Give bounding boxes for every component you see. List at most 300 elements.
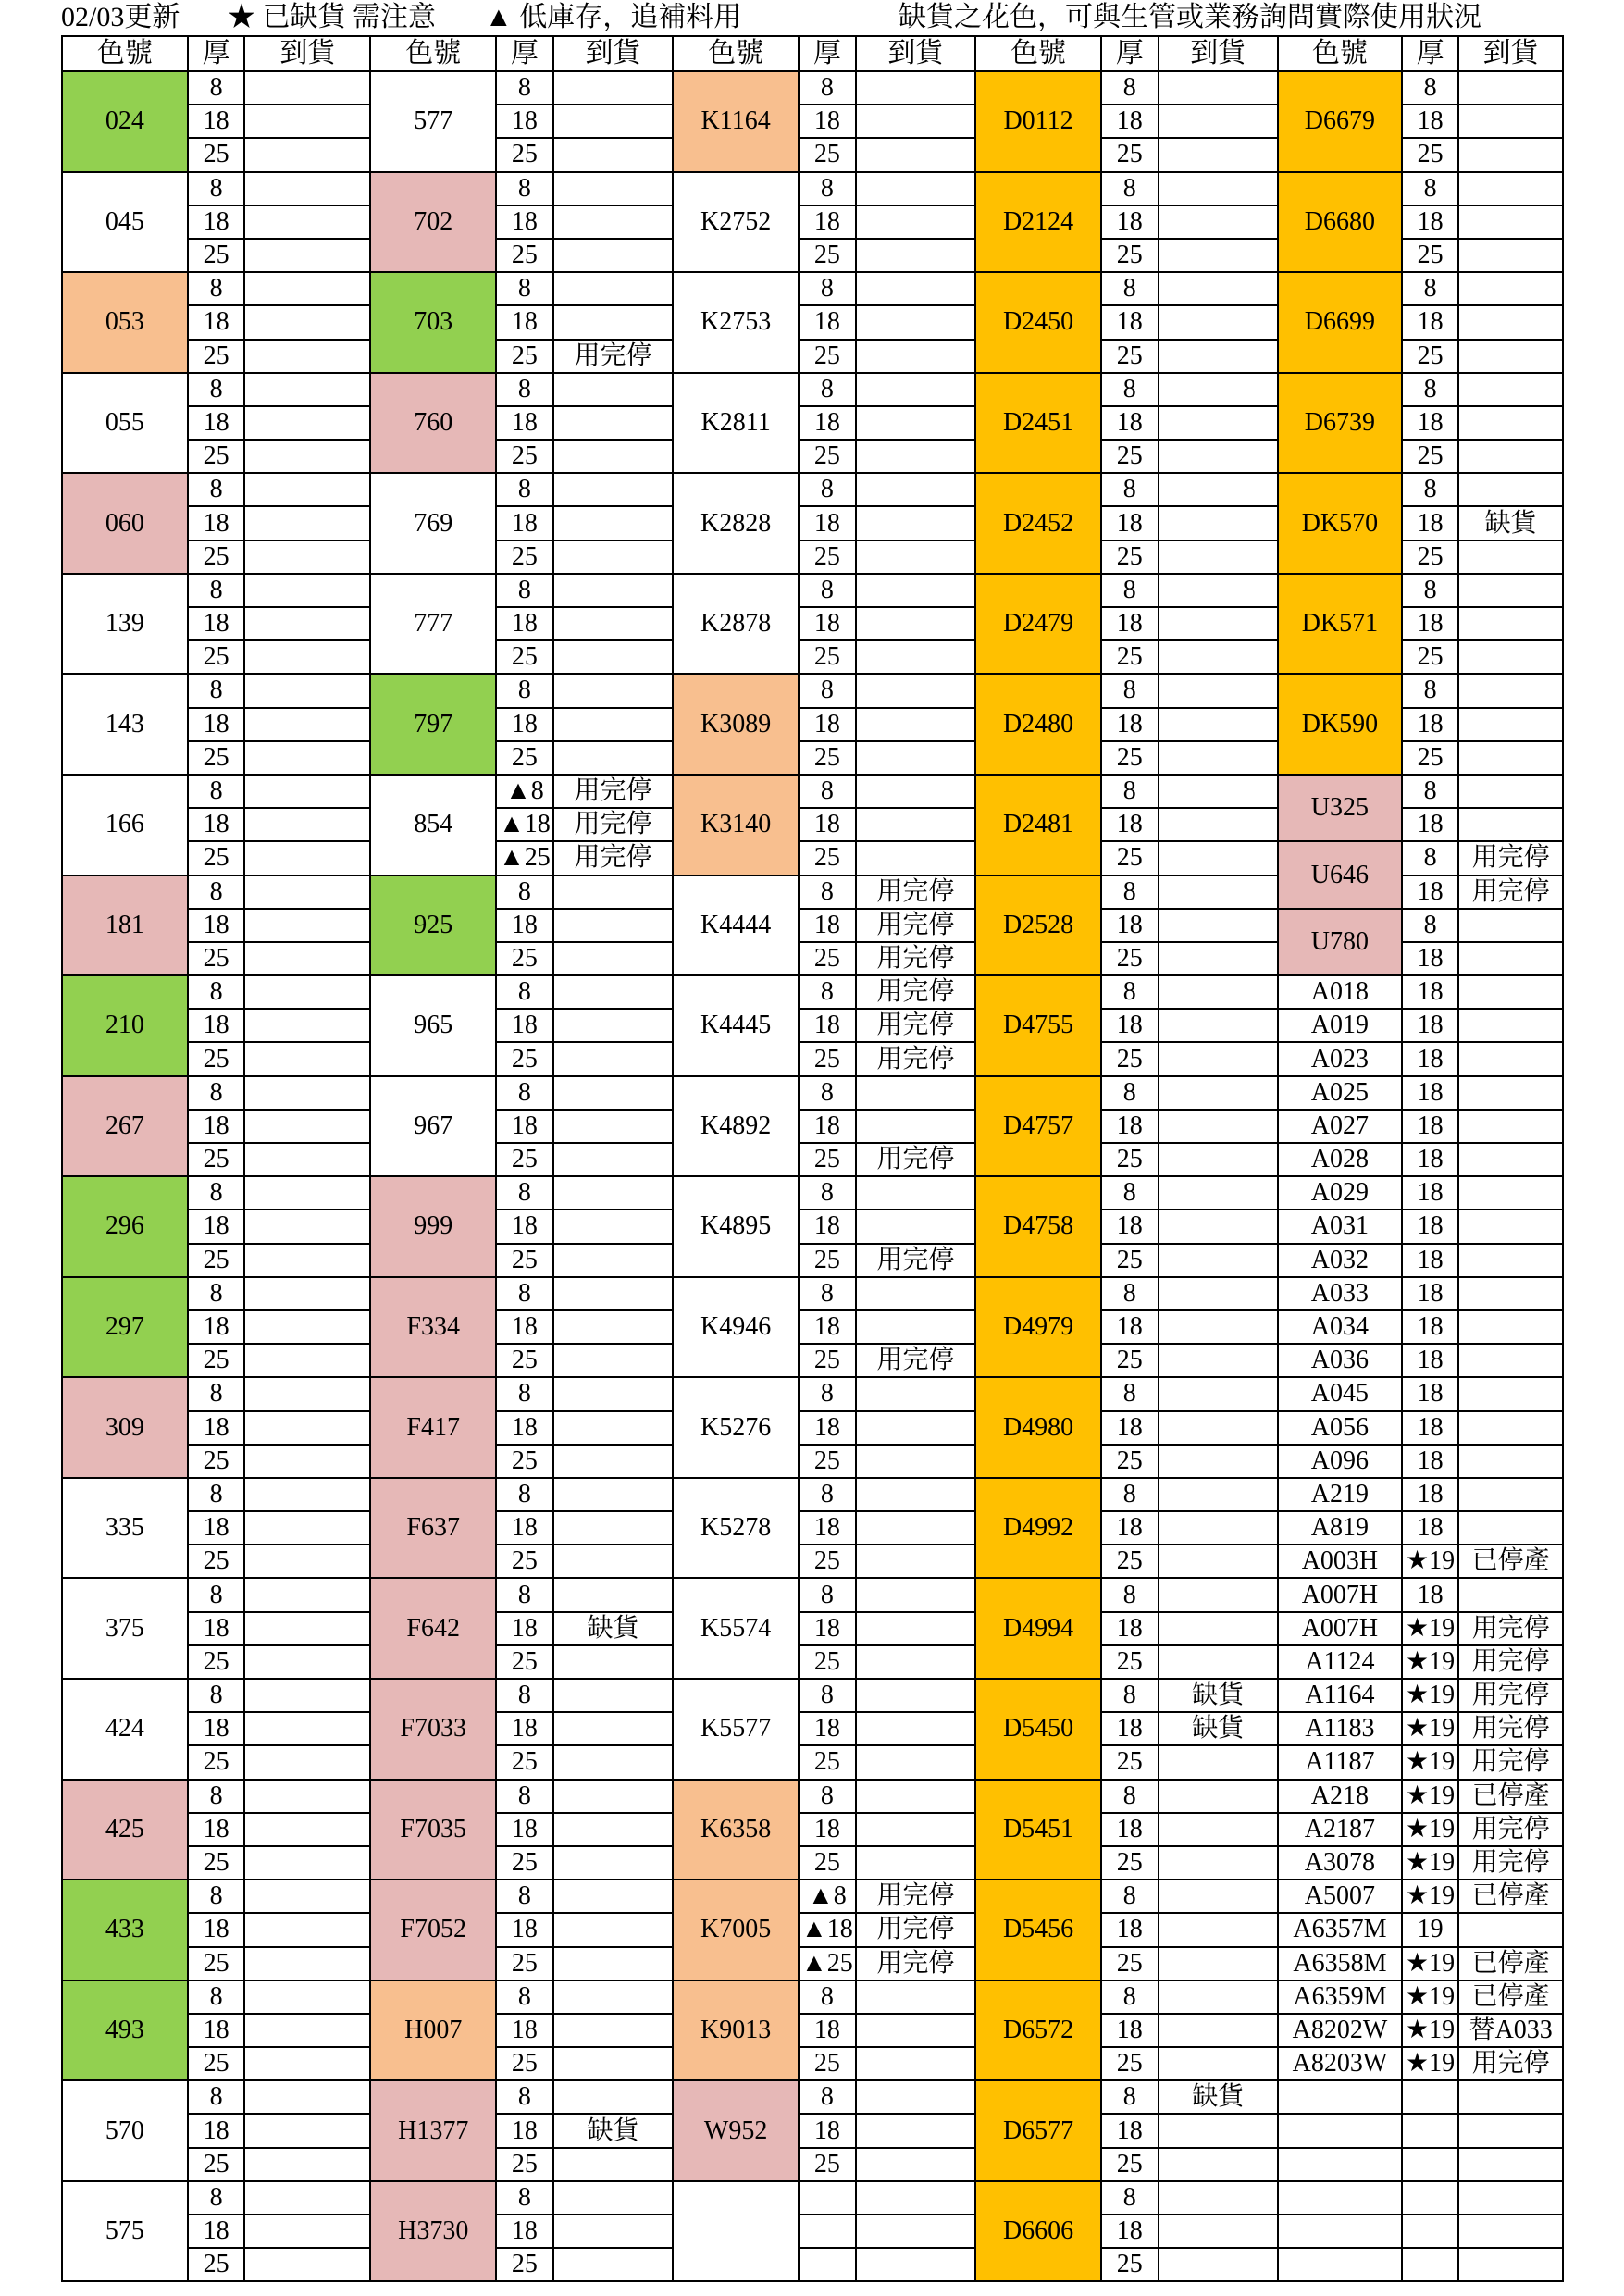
color-code: 424 bbox=[62, 1679, 188, 1780]
thickness: 25 bbox=[1101, 2148, 1159, 2181]
arrival-status bbox=[856, 1377, 976, 1410]
arrival-status bbox=[1159, 1780, 1279, 1813]
color-code: K3089 bbox=[673, 674, 799, 775]
arrival-status bbox=[856, 2047, 976, 2080]
thickness: 25 bbox=[799, 540, 856, 574]
color-code: A019 bbox=[1278, 1009, 1402, 1042]
color-code: A034 bbox=[1278, 1310, 1402, 1344]
arrival-status: 用完停 bbox=[856, 1913, 976, 1946]
thickness: 18 bbox=[496, 205, 553, 239]
thickness: 25 bbox=[1101, 640, 1159, 674]
arrival-status bbox=[553, 1745, 674, 1779]
arrival-status bbox=[553, 172, 674, 205]
thickness: 25 bbox=[496, 2148, 553, 2181]
table-row bbox=[62, 1478, 1563, 1511]
color-code: D6699 bbox=[1278, 272, 1402, 373]
thickness: 8 bbox=[799, 473, 856, 506]
arrival-status bbox=[856, 1612, 976, 1645]
thickness bbox=[799, 2248, 856, 2281]
thickness: 18 bbox=[188, 1310, 245, 1344]
thickness: 8 bbox=[188, 71, 245, 105]
thickness: 18 bbox=[1402, 1244, 1459, 1277]
arrival-status bbox=[1159, 2181, 1279, 2215]
thickness: 25 bbox=[799, 1143, 856, 1176]
arrival-status bbox=[856, 1445, 976, 1478]
color-code: D4757 bbox=[975, 1076, 1101, 1177]
color-code bbox=[1278, 2148, 1402, 2181]
thickness: 8 bbox=[1402, 674, 1459, 707]
thickness: 25 bbox=[1101, 841, 1159, 875]
thickness: 18 bbox=[188, 2014, 245, 2047]
arrival-status bbox=[553, 1511, 674, 1545]
arrival-status bbox=[1159, 875, 1279, 909]
arrival-status bbox=[244, 305, 370, 339]
color-code: F642 bbox=[370, 1578, 496, 1679]
thickness: 8 bbox=[496, 674, 553, 707]
thickness: ▲8 bbox=[799, 1880, 856, 1913]
thickness: 25 bbox=[496, 340, 553, 373]
arrival-status bbox=[553, 373, 674, 406]
arrival-status bbox=[1159, 1310, 1279, 1344]
arrival-status bbox=[1458, 2148, 1563, 2181]
arrival-status bbox=[553, 1780, 674, 1813]
arrival-status: 用完停 bbox=[1458, 1745, 1563, 1779]
thickness: 18 bbox=[496, 1913, 553, 1946]
arrival-status bbox=[856, 172, 976, 205]
column-header: 色號 bbox=[62, 36, 188, 71]
arrival-status: 缺貨 bbox=[1159, 1679, 1279, 1712]
thickness: 25 bbox=[799, 1344, 856, 1377]
thickness: 18 bbox=[188, 1411, 245, 1445]
thickness bbox=[1402, 2215, 1459, 2248]
arrival-status: 用完停 bbox=[1458, 1645, 1563, 1679]
arrival-status bbox=[1159, 942, 1279, 975]
arrival-status bbox=[553, 2080, 674, 2114]
thickness: 25 bbox=[799, 2148, 856, 2181]
table-row bbox=[62, 1143, 1563, 1176]
arrival-status bbox=[1159, 1846, 1279, 1880]
arrival-status bbox=[1458, 2181, 1563, 2215]
thickness: ▲25 bbox=[496, 841, 553, 875]
table-row bbox=[62, 1846, 1563, 1880]
thickness: 25 bbox=[1402, 239, 1459, 272]
column-header: 色號 bbox=[370, 36, 496, 71]
color-code: 925 bbox=[370, 875, 496, 976]
arrival-status bbox=[1159, 2114, 1279, 2147]
color-code: K2878 bbox=[673, 574, 799, 675]
color-code: A1187 bbox=[1278, 1745, 1402, 1779]
thickness: 18 bbox=[1402, 305, 1459, 339]
color-code: U325 bbox=[1278, 775, 1402, 841]
column-header: 色號 bbox=[975, 36, 1101, 71]
color-code: A056 bbox=[1278, 1411, 1402, 1445]
color-code: D6680 bbox=[1278, 172, 1402, 273]
arrival-status bbox=[1159, 1478, 1279, 1511]
thickness: 8 bbox=[188, 1277, 245, 1310]
thickness: 25 bbox=[188, 1846, 245, 1880]
color-code: 777 bbox=[370, 574, 496, 675]
thickness: 8 bbox=[1101, 875, 1159, 909]
thickness: 25 bbox=[496, 1947, 553, 1980]
thickness: ★19 bbox=[1402, 2047, 1459, 2080]
thickness: 18 bbox=[496, 406, 553, 440]
thickness: 25 bbox=[1101, 1042, 1159, 1075]
thickness: 25 bbox=[188, 841, 245, 875]
arrival-status bbox=[1159, 1947, 1279, 1980]
color-code: A3078 bbox=[1278, 1846, 1402, 1880]
thickness: 8 bbox=[1402, 841, 1459, 875]
arrival-status bbox=[856, 305, 976, 339]
thickness: 25 bbox=[188, 2047, 245, 2080]
arrival-status bbox=[856, 640, 976, 674]
thickness: 8 bbox=[799, 1176, 856, 1210]
arrival-status bbox=[553, 607, 674, 640]
arrival-status bbox=[244, 1913, 370, 1946]
thickness: 18 bbox=[799, 506, 856, 540]
arrival-status: 用完停 bbox=[553, 808, 674, 841]
arrival-status: 用完停 bbox=[553, 775, 674, 808]
arrival-status bbox=[244, 1679, 370, 1712]
thickness: 8 bbox=[188, 1076, 245, 1110]
color-code: 570 bbox=[62, 2080, 188, 2181]
arrival-status bbox=[1458, 205, 1563, 239]
table-row bbox=[62, 1042, 1563, 1075]
table-row bbox=[62, 1344, 1563, 1377]
color-code: K4444 bbox=[673, 875, 799, 976]
color-code: 297 bbox=[62, 1277, 188, 1378]
arrival-status bbox=[1159, 1244, 1279, 1277]
thickness: 25 bbox=[1402, 741, 1459, 775]
thickness: ★19 bbox=[1402, 1846, 1459, 1880]
arrival-status bbox=[1458, 71, 1563, 105]
thickness: 8 bbox=[496, 1076, 553, 1110]
arrival-status: 已停產 bbox=[1458, 1780, 1563, 1813]
arrival-status bbox=[1159, 239, 1279, 272]
color-code: 577 bbox=[370, 71, 496, 172]
thickness: 25 bbox=[188, 340, 245, 373]
color-code: 210 bbox=[62, 975, 188, 1076]
color-code: 296 bbox=[62, 1176, 188, 1277]
thickness: 18 bbox=[188, 205, 245, 239]
color-code: 797 bbox=[370, 674, 496, 775]
thickness: 18 bbox=[1101, 406, 1159, 440]
arrival-status bbox=[1159, 909, 1279, 942]
thickness: 8 bbox=[1101, 272, 1159, 305]
update-date: 02/03更新 bbox=[61, 2, 180, 32]
arrival-status: 用完停 bbox=[856, 1244, 976, 1277]
thickness: 8 bbox=[188, 975, 245, 1009]
thickness: 18 bbox=[799, 105, 856, 138]
arrival-status: 用完停 bbox=[856, 1042, 976, 1075]
color-code: A018 bbox=[1278, 975, 1402, 1009]
table-row bbox=[62, 775, 1563, 808]
arrival-status bbox=[856, 2248, 976, 2281]
arrival-status bbox=[553, 1277, 674, 1310]
thickness: 25 bbox=[188, 138, 245, 171]
thickness: 8 bbox=[1402, 574, 1459, 607]
arrival-status: 用完停 bbox=[856, 975, 976, 1009]
thickness: 25 bbox=[1101, 1947, 1159, 1980]
color-code: A096 bbox=[1278, 1445, 1402, 1478]
thickness: 18 bbox=[1101, 1612, 1159, 1645]
thickness: 25 bbox=[1101, 1745, 1159, 1779]
thickness: 25 bbox=[799, 340, 856, 373]
thickness: 8 bbox=[188, 875, 245, 909]
thickness: 18 bbox=[799, 2114, 856, 2147]
thickness: 18 bbox=[1101, 1310, 1159, 1344]
thickness: 18 bbox=[799, 1009, 856, 1042]
table-row bbox=[62, 1712, 1563, 1745]
arrival-status bbox=[856, 440, 976, 473]
arrival-status bbox=[244, 2215, 370, 2248]
thickness: 8 bbox=[496, 2181, 553, 2215]
thickness: 25 bbox=[1101, 1143, 1159, 1176]
arrival-status bbox=[1458, 1176, 1563, 1210]
thickness: 25 bbox=[1101, 741, 1159, 775]
thickness: 19 bbox=[1402, 1913, 1459, 1946]
color-code: 166 bbox=[62, 775, 188, 875]
color-code: D4755 bbox=[975, 975, 1101, 1076]
arrival-status bbox=[244, 1210, 370, 1243]
thickness: 25 bbox=[496, 1745, 553, 1779]
arrival-status bbox=[1159, 1076, 1279, 1110]
thickness: 8 bbox=[1101, 71, 1159, 105]
thickness: 18 bbox=[1101, 2114, 1159, 2147]
thickness: 18 bbox=[1101, 2215, 1159, 2248]
color-code: DK571 bbox=[1278, 574, 1402, 675]
arrival-status bbox=[1458, 406, 1563, 440]
thickness: 18 bbox=[496, 1612, 553, 1645]
thickness: 18 bbox=[1402, 1445, 1459, 1478]
thickness: 18 bbox=[799, 406, 856, 440]
arrival-status bbox=[1458, 540, 1563, 574]
color-code: 055 bbox=[62, 373, 188, 474]
color-code: H3730 bbox=[370, 2181, 496, 2282]
thickness: 8 bbox=[188, 2181, 245, 2215]
table-row bbox=[62, 1445, 1563, 1478]
thickness bbox=[1402, 2148, 1459, 2181]
color-code: 760 bbox=[370, 373, 496, 474]
thickness: 25 bbox=[799, 640, 856, 674]
arrival-status bbox=[553, 741, 674, 775]
thickness: 18 bbox=[1402, 1176, 1459, 1210]
thickness: 18 bbox=[1101, 205, 1159, 239]
table-row bbox=[62, 1913, 1563, 1946]
thickness: 25 bbox=[188, 540, 245, 574]
thickness: 18 bbox=[1402, 1478, 1459, 1511]
thickness: 25 bbox=[188, 1042, 245, 1075]
thickness: ★19 bbox=[1402, 1679, 1459, 1712]
arrival-status bbox=[1458, 942, 1563, 975]
thickness: 25 bbox=[1101, 1344, 1159, 1377]
color-code: D4992 bbox=[975, 1478, 1101, 1579]
table-row bbox=[62, 2248, 1563, 2281]
arrival-status bbox=[553, 1110, 674, 1143]
thickness bbox=[1402, 2080, 1459, 2114]
color-code: A031 bbox=[1278, 1210, 1402, 1243]
arrival-status bbox=[244, 1545, 370, 1578]
arrival-status bbox=[1159, 2014, 1279, 2047]
column-header: 厚 bbox=[188, 36, 245, 71]
arrival-status bbox=[856, 1110, 976, 1143]
arrival-status bbox=[1458, 1042, 1563, 1075]
color-code: 024 bbox=[62, 71, 188, 172]
arrival-status bbox=[856, 373, 976, 406]
color-code: D4994 bbox=[975, 1578, 1101, 1679]
arrival-status bbox=[244, 1947, 370, 1980]
color-code bbox=[1278, 2114, 1402, 2147]
color-code: 045 bbox=[62, 172, 188, 273]
arrival-status bbox=[553, 1880, 674, 1913]
arrival-status bbox=[244, 741, 370, 775]
thickness: 8 bbox=[1101, 473, 1159, 506]
thickness: 8 bbox=[1101, 1478, 1159, 1511]
arrival-status: 用完停 bbox=[856, 1143, 976, 1176]
thickness bbox=[1402, 2181, 1459, 2215]
thickness: 18 bbox=[496, 1310, 553, 1344]
table-row bbox=[62, 909, 1563, 942]
arrival-status bbox=[553, 1980, 674, 2014]
thickness: 18 bbox=[1101, 1511, 1159, 1545]
arrival-status: 用完停 bbox=[553, 340, 674, 373]
arrival-status bbox=[1458, 1310, 1563, 1344]
thickness: ★19 bbox=[1402, 2014, 1459, 2047]
color-code: 967 bbox=[370, 1076, 496, 1177]
arrival-status bbox=[1159, 2047, 1279, 2080]
color-code: A5007 bbox=[1278, 1880, 1402, 1913]
thickness: 25 bbox=[188, 1745, 245, 1779]
thickness: 25 bbox=[1101, 1645, 1159, 1679]
thickness: 25 bbox=[1101, 942, 1159, 975]
thickness: 8 bbox=[799, 172, 856, 205]
color-code: F7035 bbox=[370, 1780, 496, 1880]
arrival-status bbox=[244, 975, 370, 1009]
thickness: 25 bbox=[799, 1244, 856, 1277]
table-row bbox=[62, 1377, 1563, 1410]
thickness: ▲18 bbox=[799, 1913, 856, 1946]
color-code: A819 bbox=[1278, 1511, 1402, 1545]
color-code: K4895 bbox=[673, 1176, 799, 1277]
table-row bbox=[62, 1210, 1563, 1243]
arrival-status bbox=[1159, 741, 1279, 775]
color-code: D2481 bbox=[975, 775, 1101, 875]
table-row bbox=[62, 1110, 1563, 1143]
arrival-status bbox=[1159, 540, 1279, 574]
thickness: 25 bbox=[188, 239, 245, 272]
arrival-status bbox=[1159, 406, 1279, 440]
arrival-status bbox=[553, 272, 674, 305]
color-code: 335 bbox=[62, 1478, 188, 1579]
table-row bbox=[62, 1880, 1563, 1913]
thickness: 18 bbox=[496, 506, 553, 540]
thickness: 8 bbox=[799, 1277, 856, 1310]
arrival-status bbox=[856, 1745, 976, 1779]
arrival-status: 用完停 bbox=[856, 1880, 976, 1913]
thickness: 25 bbox=[1402, 440, 1459, 473]
thickness: 18 bbox=[188, 2215, 245, 2248]
thickness: 18 bbox=[1101, 808, 1159, 841]
color-code: 703 bbox=[370, 272, 496, 373]
table-row bbox=[62, 2148, 1563, 2181]
thickness: 8 bbox=[1402, 775, 1459, 808]
thickness: 8 bbox=[799, 1377, 856, 1410]
thickness: 18 bbox=[799, 205, 856, 239]
arrival-status bbox=[1458, 1110, 1563, 1143]
arrival-status bbox=[1458, 1344, 1563, 1377]
arrival-status bbox=[1458, 1578, 1563, 1611]
arrival-status bbox=[553, 2248, 674, 2281]
column-header: 厚 bbox=[799, 36, 856, 71]
arrival-status: 已停產 bbox=[1458, 1947, 1563, 1980]
thickness: 8 bbox=[496, 272, 553, 305]
thickness: ★19 bbox=[1402, 1780, 1459, 1813]
arrival-status bbox=[856, 105, 976, 138]
arrival-status bbox=[1159, 1578, 1279, 1611]
arrival-status bbox=[1159, 1210, 1279, 1243]
thickness: 8 bbox=[799, 1076, 856, 1110]
arrival-status bbox=[1159, 172, 1279, 205]
thickness: 18 bbox=[1402, 1042, 1459, 1075]
arrival-status bbox=[244, 473, 370, 506]
table-row bbox=[62, 574, 1563, 607]
thickness: 8 bbox=[1101, 1679, 1159, 1712]
arrival-status bbox=[244, 708, 370, 741]
thickness: 8 bbox=[1402, 272, 1459, 305]
thickness: 25 bbox=[188, 942, 245, 975]
thickness: 18 bbox=[188, 1511, 245, 1545]
thickness: 8 bbox=[1101, 975, 1159, 1009]
color-code: D6572 bbox=[975, 1980, 1101, 2081]
thickness: 25 bbox=[188, 1143, 245, 1176]
arrival-status bbox=[244, 574, 370, 607]
thickness: 18 bbox=[188, 1612, 245, 1645]
table-row bbox=[62, 1176, 1563, 1210]
thickness: 18 bbox=[1101, 105, 1159, 138]
thickness: 8 bbox=[1101, 172, 1159, 205]
thickness: 18 bbox=[1101, 607, 1159, 640]
color-code: U646 bbox=[1278, 841, 1402, 908]
arrival-status: 用完停 bbox=[1458, 1813, 1563, 1846]
arrival-status bbox=[856, 138, 976, 171]
arrival-status bbox=[244, 373, 370, 406]
thickness: 18 bbox=[1402, 1110, 1459, 1143]
table-row bbox=[62, 272, 1563, 305]
color-code: D5450 bbox=[975, 1679, 1101, 1780]
thickness: 18 bbox=[799, 607, 856, 640]
thickness: 25 bbox=[188, 741, 245, 775]
thickness: 18 bbox=[799, 708, 856, 741]
arrival-status bbox=[244, 674, 370, 707]
inventory-table bbox=[61, 35, 1564, 2282]
color-code: 493 bbox=[62, 1980, 188, 2081]
thickness: 8 bbox=[1101, 1176, 1159, 1210]
thickness: 8 bbox=[799, 674, 856, 707]
table-row bbox=[62, 1980, 1563, 2014]
arrival-status bbox=[1159, 71, 1279, 105]
arrival-status bbox=[553, 305, 674, 339]
arrival-status bbox=[1458, 340, 1563, 373]
color-code: 433 bbox=[62, 1880, 188, 1980]
thickness: ▲18 bbox=[496, 808, 553, 841]
thickness: ★19 bbox=[1402, 1712, 1459, 1745]
arrival-status bbox=[1159, 1545, 1279, 1578]
thickness: 25 bbox=[496, 1645, 553, 1679]
color-code: K4946 bbox=[673, 1277, 799, 1378]
color-code: D4979 bbox=[975, 1277, 1101, 1378]
shortage-note: 缺貨之花色，可與生管或業務詢問實際使用狀況 bbox=[899, 2, 1481, 32]
arrival-status bbox=[1159, 1411, 1279, 1445]
thickness: 8 bbox=[496, 71, 553, 105]
